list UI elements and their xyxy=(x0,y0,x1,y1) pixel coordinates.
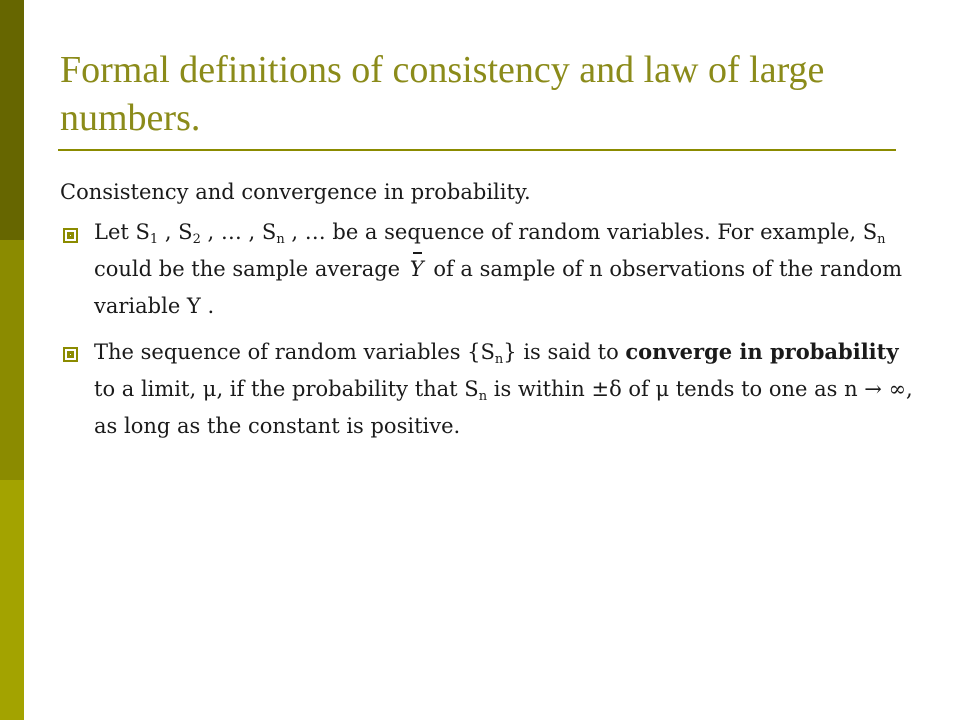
bullet2-text: The sequence of random variables {S xyxy=(94,340,495,364)
bullet2-text: is within ±δ of μ tends to one as n → ∞, as long as the constant is positive. xyxy=(94,377,913,438)
slide-title: Formal definitions of consistency and law of large numbers. xyxy=(60,49,825,139)
title-divider xyxy=(58,149,896,151)
bullet1-text: of a sample of n observations of the random variable Y . xyxy=(94,257,903,318)
slide-body xyxy=(60,172,920,453)
sidebar-band-bottom xyxy=(0,480,24,720)
intro-text: Consistency and convergence in probability. xyxy=(60,180,531,204)
emphasis-term: converge in probability xyxy=(625,339,899,364)
bullet2-text: to a limit, μ, if the probability that S xyxy=(94,377,479,401)
sidebar-band-middle xyxy=(0,240,24,480)
bullet1-text: , … be a sequence of random variables. For example, S xyxy=(284,220,878,244)
bullet1-text: could be the sample average xyxy=(94,257,407,281)
bullet-square-icon xyxy=(63,347,78,362)
subscript: 2 xyxy=(192,232,201,247)
subscript: n xyxy=(877,232,886,247)
subscript: n xyxy=(478,389,488,404)
sidebar-band-top xyxy=(0,0,24,240)
subscript: n xyxy=(494,352,504,367)
bullet1-text: Let S xyxy=(94,220,150,244)
subscript: n xyxy=(276,232,285,247)
subscript: 1 xyxy=(149,232,159,247)
sidebar-decoration xyxy=(0,0,24,720)
y-bar-symbol: Y xyxy=(410,251,424,288)
bullet2-text: } is said to xyxy=(503,340,626,364)
bullet1-text: , … , S xyxy=(200,220,277,244)
bullet-item-2 xyxy=(60,333,920,445)
bullet1-text: , S xyxy=(158,220,193,244)
bullet-square-icon xyxy=(63,228,78,243)
bullet-item-1 xyxy=(60,214,920,325)
